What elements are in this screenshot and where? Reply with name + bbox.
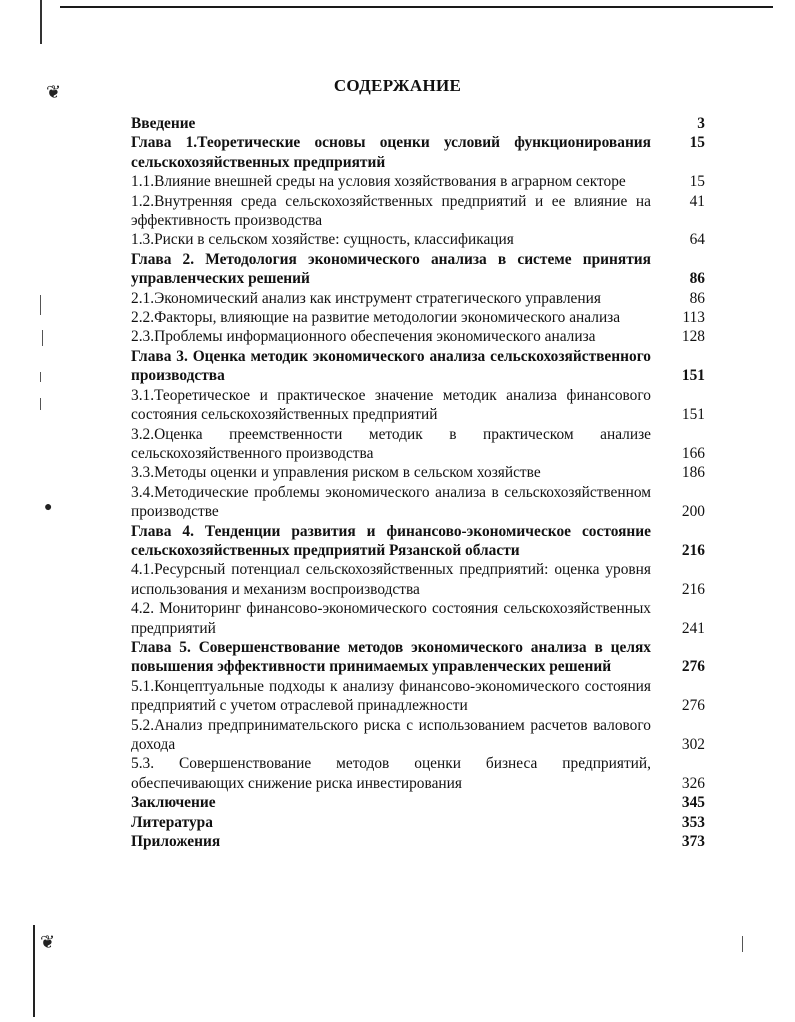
toc-entry-title: 5.3. Совершенствование методов оценки бизнеса предприятий, обеспечивающих снижение риска инвестирования	[131, 755, 651, 792]
toc-chapter-entry	[131, 832, 705, 851]
toc-entry-title: 2.1.Экономический анализ как инструмент стратегического управления	[131, 289, 601, 307]
toc-section-entry	[131, 425, 705, 464]
toc-page-number: 276	[681, 658, 705, 676]
toc-entry-title: 3.3.Методы оценки и управления риском в сельском хозяйстве	[131, 464, 541, 482]
toc-page-number: 353	[681, 813, 705, 831]
page-title: СОДЕРЖАНИЕ	[333, 76, 462, 95]
toc-entry-title: 1.2.Внутренняя среда сельскохозяйственных предприятий и ее влияние на эффективность производства	[131, 192, 651, 230]
binder-hole-mark: ❦	[46, 82, 62, 102]
toc-entry-title: Глава 2. Методология экономического анализа в системе принятия управленческих решений	[131, 250, 651, 288]
toc-entry-title: Глава 3. Оценка методик экономического анализа сельскохозяйственного производства	[131, 347, 651, 385]
scan-border-left-bottom	[33, 925, 35, 1017]
toc-entry-title: Литература	[131, 813, 213, 831]
toc-chapter-entry	[131, 638, 705, 677]
toc-entry-title: 1.1.Влияние внешней среды на условия хозяйствования в аграрном секторе	[131, 173, 626, 191]
toc-section-entry	[131, 716, 705, 755]
toc-chapter-entry	[131, 133, 705, 172]
toc-entry-title: 3.4.Методические проблемы экономического анализа в сельскохозяйственном производстве	[131, 483, 651, 521]
toc-page-number: 41	[689, 192, 705, 210]
scan-border-top	[60, 6, 773, 8]
toc-section-entry	[131, 192, 705, 231]
toc-entry-title: 2.3.Проблемы информационного обеспечения экономического анализа	[131, 328, 596, 346]
scan-edge-mark	[742, 936, 743, 952]
toc-entry-title: Глава 1.Теоретические основы оценки условий функционирования сельскохозяйственных предприятий	[131, 134, 651, 171]
toc-section-entry	[131, 230, 705, 249]
toc-entry-title: Приложения	[131, 833, 221, 851]
toc-page-number: 216	[681, 580, 705, 598]
toc-section-entry	[131, 754, 705, 793]
toc-chapter-entry	[131, 114, 705, 133]
toc-page-number: 373	[681, 833, 705, 851]
binder-hole-mark: ❦	[40, 932, 56, 952]
toc-page-number: 151	[681, 406, 705, 424]
toc-page-number: 128	[681, 328, 705, 346]
toc-page-number: 276	[681, 697, 705, 715]
toc-entry-title: 2.2.Факторы, влияющие на развитие методологии экономического анализа	[131, 309, 621, 327]
toc-page-number: 15	[689, 134, 705, 152]
scan-edge-mark	[40, 372, 41, 382]
toc-chapter-entry	[131, 347, 705, 386]
toc-page-number: 86	[689, 289, 705, 307]
toc-section-entry	[131, 289, 705, 308]
toc-entry-title: Глава 4. Тенденции развития и финансово-экономическое состояние сельскохозяйственных предприятий Рязанской области	[131, 522, 651, 559]
toc-entry-title: 4.2. Мониторинг финансово-экономического состояния сельскохозяйственных предприятий	[131, 600, 651, 637]
toc-page-number: 216	[681, 541, 705, 559]
toc-chapter-entry	[131, 522, 705, 561]
scan-edge-mark	[42, 330, 43, 346]
toc-page-number: 326	[681, 774, 705, 792]
toc-page-number: 241	[681, 619, 705, 637]
toc-page-number: 151	[681, 367, 705, 385]
toc-chapter-entry	[131, 250, 705, 289]
toc-section-entry	[131, 172, 705, 191]
toc-page-number: 345	[681, 794, 705, 812]
scan-edge-mark	[40, 295, 41, 315]
toc-entry-title: 4.1.Ресурсный потенциал сельскохозяйственных предприятий: оценка уровня использования и механизм воспроизводства	[131, 561, 651, 598]
toc-section-entry	[131, 560, 705, 599]
binder-hole-mark: ●	[44, 500, 53, 515]
toc-page-number: 200	[681, 503, 705, 521]
toc-section-entry	[131, 677, 705, 716]
toc-entry-title: 3.1.Теоретическое и практическое значение методик анализа финансового состояния сельскохозяйственных предприятий	[131, 386, 651, 424]
toc-chapter-entry	[131, 793, 705, 812]
toc-section-entry	[131, 463, 705, 482]
toc-entry-title: Введение	[131, 115, 196, 132]
toc-section-entry	[131, 599, 705, 638]
toc-entry-title: 3.2.Оценка преемственности методик в практическом анализе сельскохозяйственного производства	[131, 425, 651, 462]
toc-section-entry	[131, 308, 705, 327]
toc-page-number: 302	[681, 736, 705, 753]
scan-edge-mark	[40, 398, 41, 410]
toc-page-number: 166	[681, 444, 705, 462]
toc-entry-title: 5.1.Концептуальные подходы к анализу финансово-экономического состояния предприятий с учетом отраслевой принадлежности	[131, 677, 651, 715]
toc-entry-title: 5.2.Анализ предпринимательского риска с использованием расчетов валового дохода	[131, 716, 651, 753]
toc-section-entry	[131, 483, 705, 522]
scan-border-left	[40, 0, 42, 44]
toc-page-number: 15	[689, 173, 705, 191]
toc-entry-title: Глава 5. Совершенствование методов экономического анализа в целях повышения эффективности принимаемых управленческих решений	[131, 638, 651, 676]
toc-section-entry	[131, 386, 705, 425]
toc-page-number: 3	[697, 115, 705, 132]
toc-page-number: 113	[682, 309, 705, 327]
toc-entry-title: Заключение	[131, 794, 216, 812]
toc-section-entry	[131, 327, 705, 346]
toc-entry-title: 1.3.Риски в сельском хозяйстве: сущность, классификация	[131, 231, 514, 249]
table-of-contents	[131, 114, 705, 851]
toc-page-number: 186	[681, 464, 705, 482]
toc-chapter-entry	[131, 813, 705, 832]
toc-page-number: 64	[689, 231, 705, 249]
toc-page-number: 86	[689, 270, 705, 288]
